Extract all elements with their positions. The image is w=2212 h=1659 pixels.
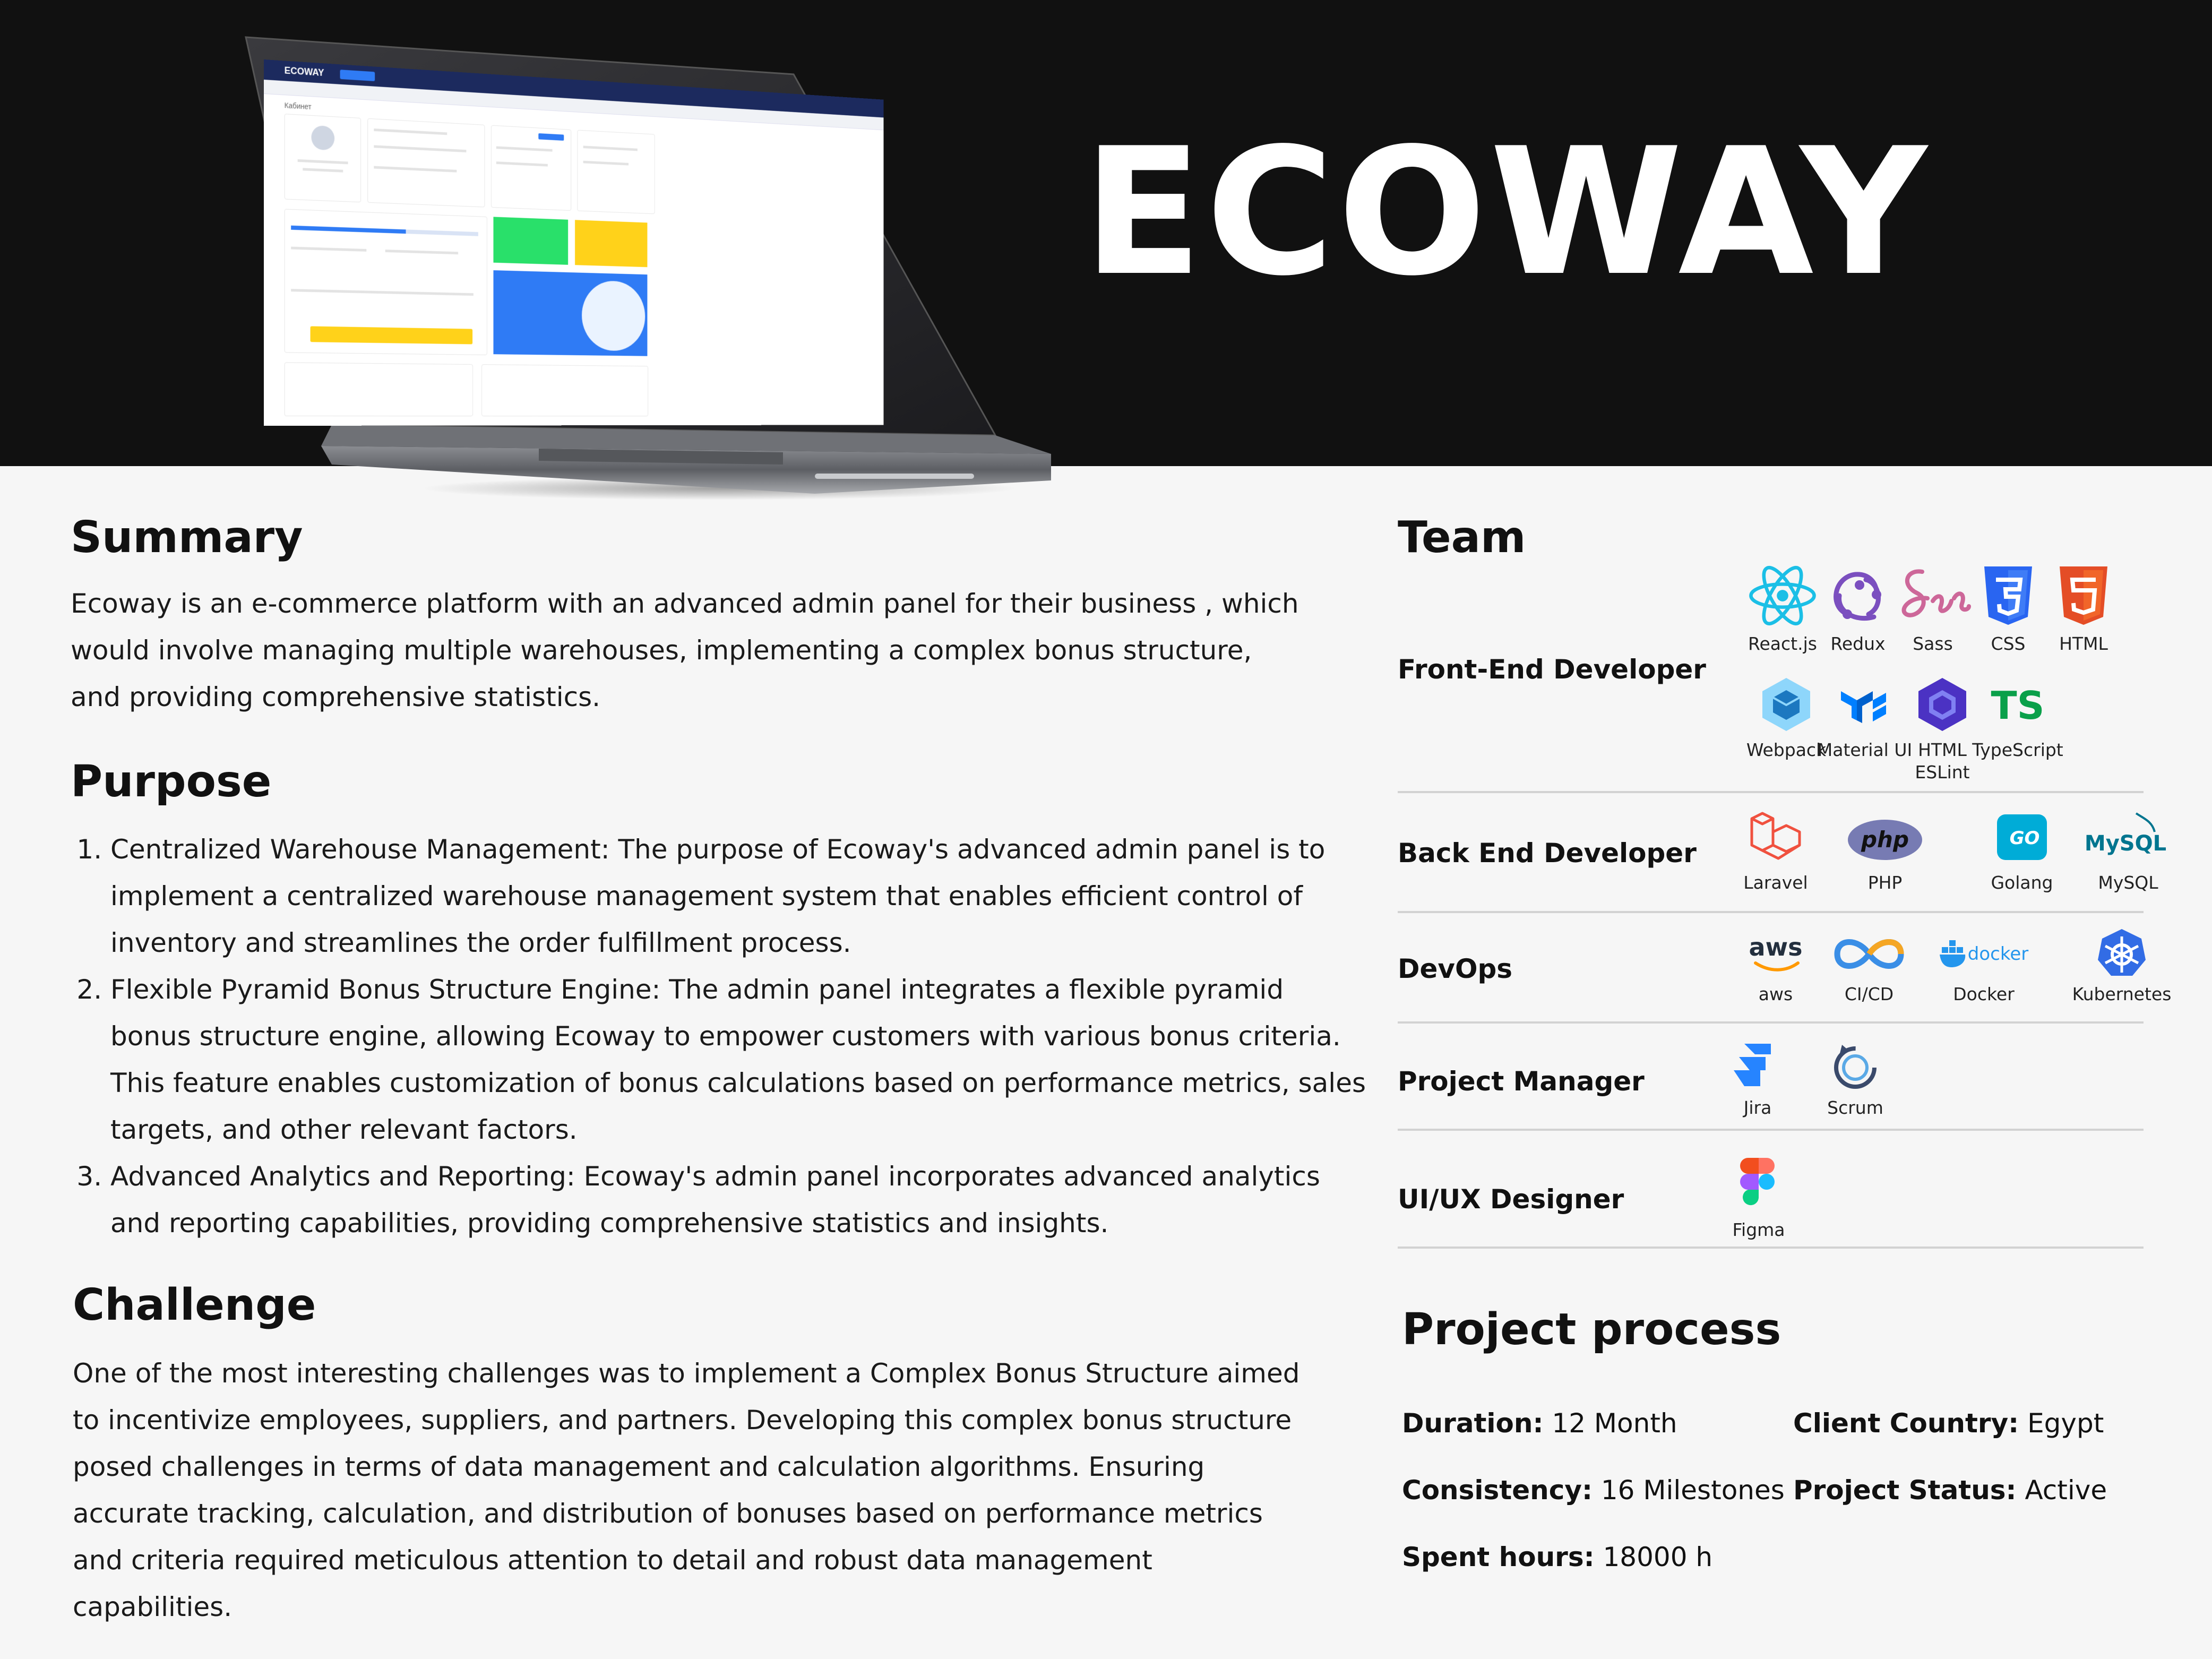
css3-icon [1979, 564, 2037, 628]
tech-label: CI/CD [1844, 984, 1894, 1004]
tech-label: React.js [1748, 633, 1817, 654]
purpose-heading: Purpose [71, 757, 272, 807]
process-consistency [1402, 1475, 1785, 1506]
process-hours [1402, 1542, 1712, 1572]
summary-text: Ecoway is an e-commerce platform with an advanced admin panel for their business , which would involve managing multiple warehouses, implementing a complex bonus structure, and providing comprehensive statistics. [71, 588, 1299, 712]
tech-label: Jira [1743, 1097, 1772, 1118]
svg-text:TS: TS [1991, 683, 2045, 728]
laptop-mockup [242, 32, 1070, 499]
screen-yellow-banner [311, 326, 473, 344]
hours-label: Spent hours: [1402, 1542, 1595, 1572]
screen-level-card [491, 125, 571, 211]
screen-profile-card [285, 114, 361, 202]
purpose-list [71, 826, 1368, 1247]
screen-avatar [311, 125, 334, 151]
screen-user-card [577, 130, 655, 214]
screen-logo: ECOWAY [284, 65, 324, 79]
scrum-icon [1826, 1038, 1884, 1091]
tech-aws [1723, 925, 1829, 1005]
team-row-backend [1398, 793, 2167, 913]
tech-label: Docker [1953, 984, 2015, 1004]
html5-icon [2054, 564, 2113, 628]
duration-value: 12 Month [1552, 1408, 1677, 1439]
typescript-icon [1989, 675, 2047, 734]
team-heading: Team [1398, 512, 1526, 563]
laptop-screen [264, 59, 884, 426]
figma-icon [1737, 1155, 1780, 1214]
team-row-frontend [1398, 531, 2144, 793]
tech-kubernetes [2069, 925, 2175, 1005]
docker-icon [1939, 925, 2029, 978]
tech-docker [1931, 925, 2037, 1005]
tech-label: TypeScript [1972, 740, 2063, 760]
eslint-icon [1913, 675, 1972, 734]
jira-icon [1728, 1038, 1787, 1091]
tech-label: PHP [1867, 872, 1903, 893]
tech-html [2030, 564, 2137, 655]
screen-green-tile [493, 217, 568, 264]
tech-label: Webpack [1746, 740, 1827, 760]
tech-label: Kubernetes [2072, 984, 2172, 1004]
purpose-item-3: 3. Advanced Analytics and Reporting: Ecoway's admin panel incorporates advanced analytics and reporting capabilities, providing comprehensive statistics and insights. [110, 1153, 1368, 1247]
tech-label: Golang [1991, 872, 2053, 893]
tech-label: Figma [1732, 1219, 1785, 1240]
tech-golang [1969, 808, 2075, 894]
tech-label: CSS [1991, 633, 2026, 654]
tech-label: HTML [2059, 633, 2108, 654]
challenge-text: One of the most interesting challenges was to implement a Complex Bonus Structure aimed to incentivize employees, suppliers, and partners. Developing this complex bonus structure posed challenges in terms of data management and calculation algorithms. Ensuring accurate tracking, calculation, and distribution of bonuses based on performance metrics and criteria required meticulous attention to detail and robust data management capabilities. [73, 1358, 1300, 1622]
brand-title: ECOWAY [1083, 110, 1931, 314]
tech-label: HTML ESLint [1915, 740, 1970, 783]
screen-bonus-card [285, 209, 487, 355]
role-frontend: Front-End Developer [1398, 654, 1706, 685]
duration-label: Duration: [1402, 1408, 1544, 1439]
process-heading: Project process [1402, 1304, 1781, 1355]
country-label: Client Country: [1793, 1408, 2019, 1439]
golang-icon [1993, 808, 2051, 866]
team-row-pm [1398, 1024, 2144, 1131]
role-backend: Back End Developer [1398, 838, 1697, 869]
tech-figma [1706, 1155, 1812, 1241]
tech-label: Redux [1830, 633, 1886, 654]
screen-bottom-card-1 [285, 362, 473, 416]
webpack-icon [1757, 675, 1815, 734]
php-logo-text: php [1861, 827, 1909, 853]
tech-label: aws [1758, 984, 1793, 1004]
role-design: UI/UX Designer [1398, 1184, 1624, 1215]
golang-logo-text: GO [2009, 828, 2040, 849]
tech-label: Sass [1913, 633, 1953, 654]
aws-icon [1744, 925, 1808, 978]
role-pm: Project Manager [1398, 1066, 1645, 1097]
process-status [1793, 1475, 2107, 1506]
tech-php [1832, 808, 1938, 894]
tech-scrum [1802, 1038, 1908, 1119]
tech-laravel [1723, 808, 1829, 894]
screen-nav-pill [340, 70, 375, 81]
team-row-design [1398, 1131, 2144, 1249]
docker-logo-text: docker [1967, 943, 2029, 965]
summary-heading: Summary [71, 512, 303, 563]
cicd-icon [1829, 925, 1909, 978]
process-country [1793, 1408, 2104, 1439]
laravel-icon [1746, 808, 1805, 866]
consistency-value: 16 Milestones [1600, 1475, 1785, 1506]
screen-page-title: Кабинет [284, 101, 312, 111]
aws-logo-text: aws [1749, 933, 1803, 961]
tech-mysql [2075, 808, 2181, 894]
mysql-icon [2084, 808, 2167, 866]
tech-label: Laravel [1743, 872, 1808, 893]
role-devops: DevOps [1398, 953, 1513, 984]
kubernetes-icon [2093, 925, 2151, 978]
challenge-heading: Challenge [73, 1280, 316, 1330]
status-value: Active [2025, 1475, 2107, 1506]
screen-stats-card [367, 118, 485, 208]
tech-label: MySQL [2098, 872, 2158, 893]
consistency-label: Consistency: [1402, 1475, 1593, 1506]
hours-value: 18000 h [1603, 1542, 1713, 1572]
screen-globe-icon [582, 280, 645, 351]
screen-blue-tile [493, 270, 647, 356]
mysql-logo-text: MySQL [2084, 831, 2167, 856]
tech-typescript [1965, 675, 2071, 761]
screen-bottom-card-2 [481, 364, 648, 416]
status-label: Project Status: [1793, 1475, 2017, 1506]
php-icon [1845, 808, 1925, 866]
tech-label: Material UI [1817, 740, 1913, 760]
process-duration [1402, 1408, 1677, 1439]
screen-yellow-tile [575, 220, 647, 267]
tech-label: Scrum [1827, 1097, 1883, 1118]
material-ui-icon [1836, 675, 1894, 734]
team-row-devops [1398, 913, 2172, 1024]
country-value: Egypt [2027, 1408, 2104, 1439]
tech-jira [1705, 1038, 1811, 1119]
purpose-item-1: 1. Centralized Warehouse Management: The purpose of Ecoway's advanced admin panel is to implement a centralized warehouse management system that enables efficient control of inventory and streamlines the order fulfillment process. [110, 826, 1368, 966]
tech-cicd [1816, 925, 1922, 1005]
purpose-item-2: 2. Flexible Pyramid Bonus Structure Engine: The admin panel integrates a flexible pyramid bonus structure engine, allowing Ecoway to empower customers with various bonus criteria. This feature enables customization of bonus calculations based on performance metrics, sales targets, and other relevant factors. [110, 966, 1368, 1153]
